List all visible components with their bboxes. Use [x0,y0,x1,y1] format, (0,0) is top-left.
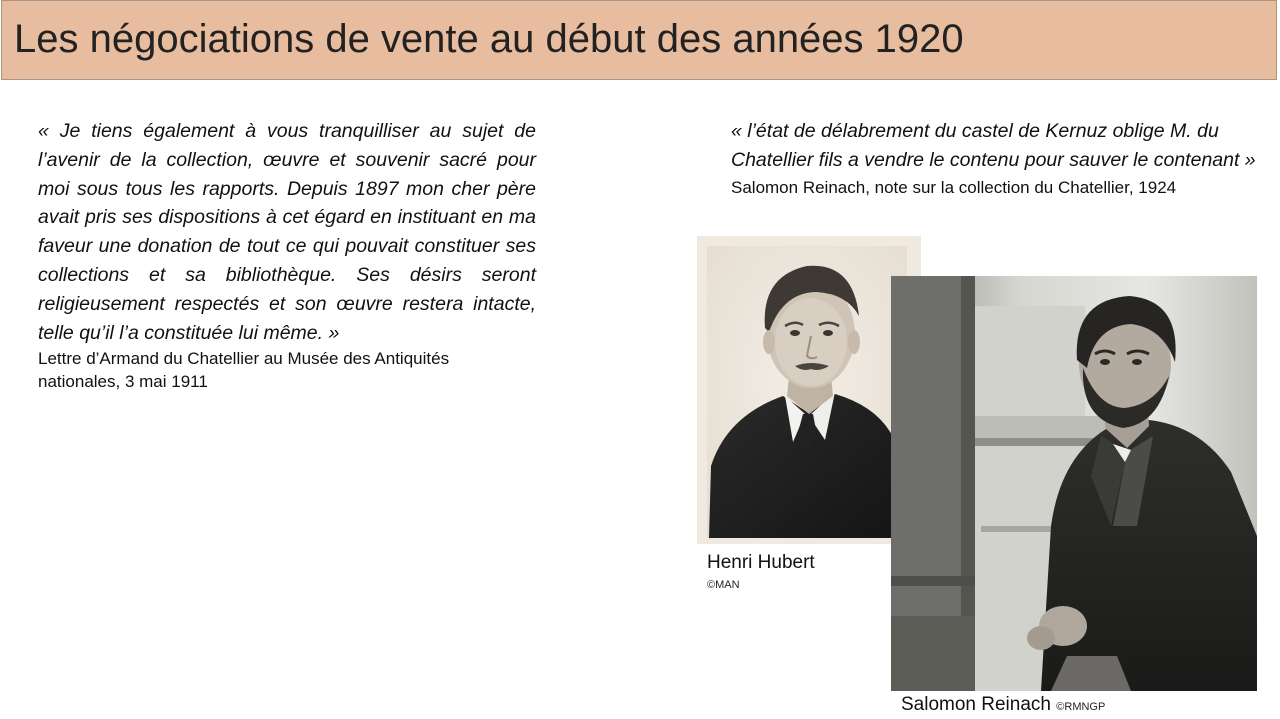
left-quote-block [38,117,536,393]
henri-hubert-credit: ©MAN [707,579,740,591]
salomon-reinach-photo [891,276,1257,691]
right-quote-source: Salomon Reinach, note sur la collection du Chatellier, 1924 [731,177,1177,197]
henri-hubert-photo [697,236,921,544]
right-quote-block [731,117,1261,201]
salomon-reinach-credit: ©RMNGP [1056,701,1106,713]
right-quote-text: « l’état de délabrement du castel de Kernuz oblige M. du Chatellier fils a vendre le contenu pour sauver le contenant » [731,120,1256,171]
salomon-reinach-caption: Salomon Reinach [901,694,1051,715]
salomon-reinach-caption-line [901,693,1105,719]
title-bar [1,0,1277,80]
slide-title: Les négociations de vente au début des années 1920 [14,17,964,61]
henri-hubert-caption: Henri Hubert [707,552,815,573]
left-quote-text: « Je tiens également à vous tranquilliser au sujet de l’avenir de la collection, œuvre et souvenir sacré pour moi sous tous les rapports. Depuis 1897 mon cher père avait pris ses dispositions à cet égard en instituant en ma faveur une donation de tout ce qui pouvait constituer ses collections et sa bibliothèque. Ses désirs seront religieusement respectés et son œuvre restera intacte, telle qu’il l’a constituée lui même. » [38,120,536,344]
left-quote-source: Lettre d’Armand du Chatellier au Musée des Antiquités nationales, 3 mai 1911 [38,349,450,392]
